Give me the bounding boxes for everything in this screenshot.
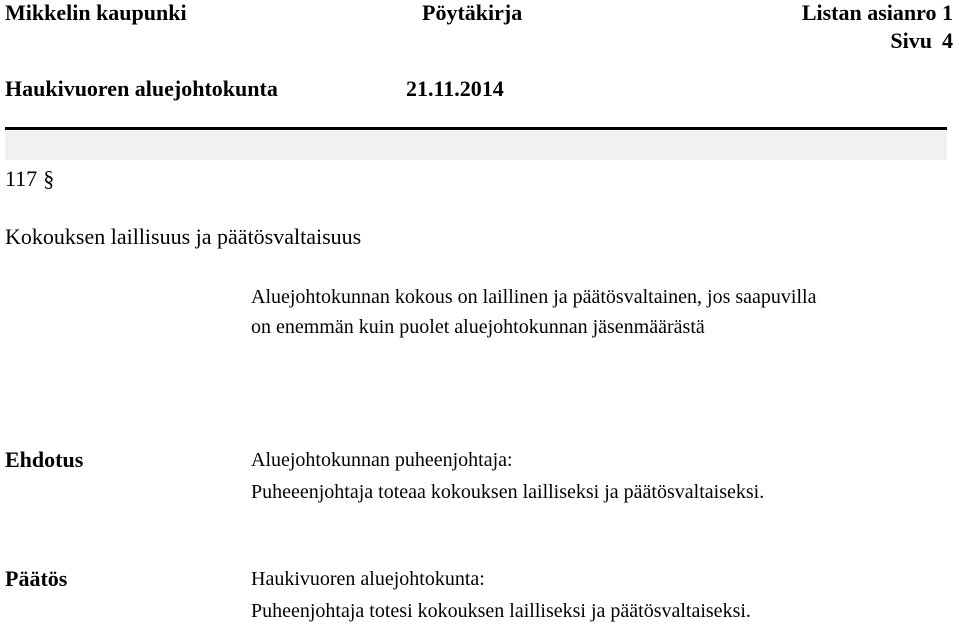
proposal-line: Puheeenjohtaja toteaa kokouksen lailliseksi ja päätösvaltaiseksi. [251,481,765,503]
body-name: Haukivuoren aluejohtokunta [5,76,278,101]
proposal-text [251,447,764,511]
shaded-band [5,131,947,160]
section-description [251,284,816,344]
section-number [5,166,54,192]
proposal-line: Aluejohtokunnan puheenjohtaja: [251,449,513,471]
decision-text [251,566,751,630]
section-title: Kokouksen laillisuus ja päätösvaltaisuus [5,224,362,249]
page-label: Sivu [890,28,932,53]
proposal-label: Ehdotus [5,447,84,472]
paragraph-sign: § [43,166,55,191]
meeting-date: 21.11.2014 [406,76,504,101]
page-number: 4 [942,28,953,53]
list-item-number: Listan asianro 1 [801,0,953,25]
page-indicator [890,28,953,54]
decision-line: Puheenjohtaja totesi kokouksen lailliseksi ja päätösvaltaiseksi. [251,600,751,622]
decision-label: Päätös [5,566,68,591]
organization-name: Mikkelin kaupunki [5,0,187,25]
document-type: Pöytäkirja [422,0,523,25]
section-number-value: 117 [5,166,38,191]
header-divider [5,127,947,130]
description-line: on enemmän kuin puolet aluejohtokunnan jäsenmäärästä [251,316,705,338]
decision-line: Haukivuoren aluejohtokunta: [251,568,485,590]
description-line: Aluejohtokunnan kokous on laillinen ja päätösvaltainen, jos saapuvilla [251,286,817,308]
